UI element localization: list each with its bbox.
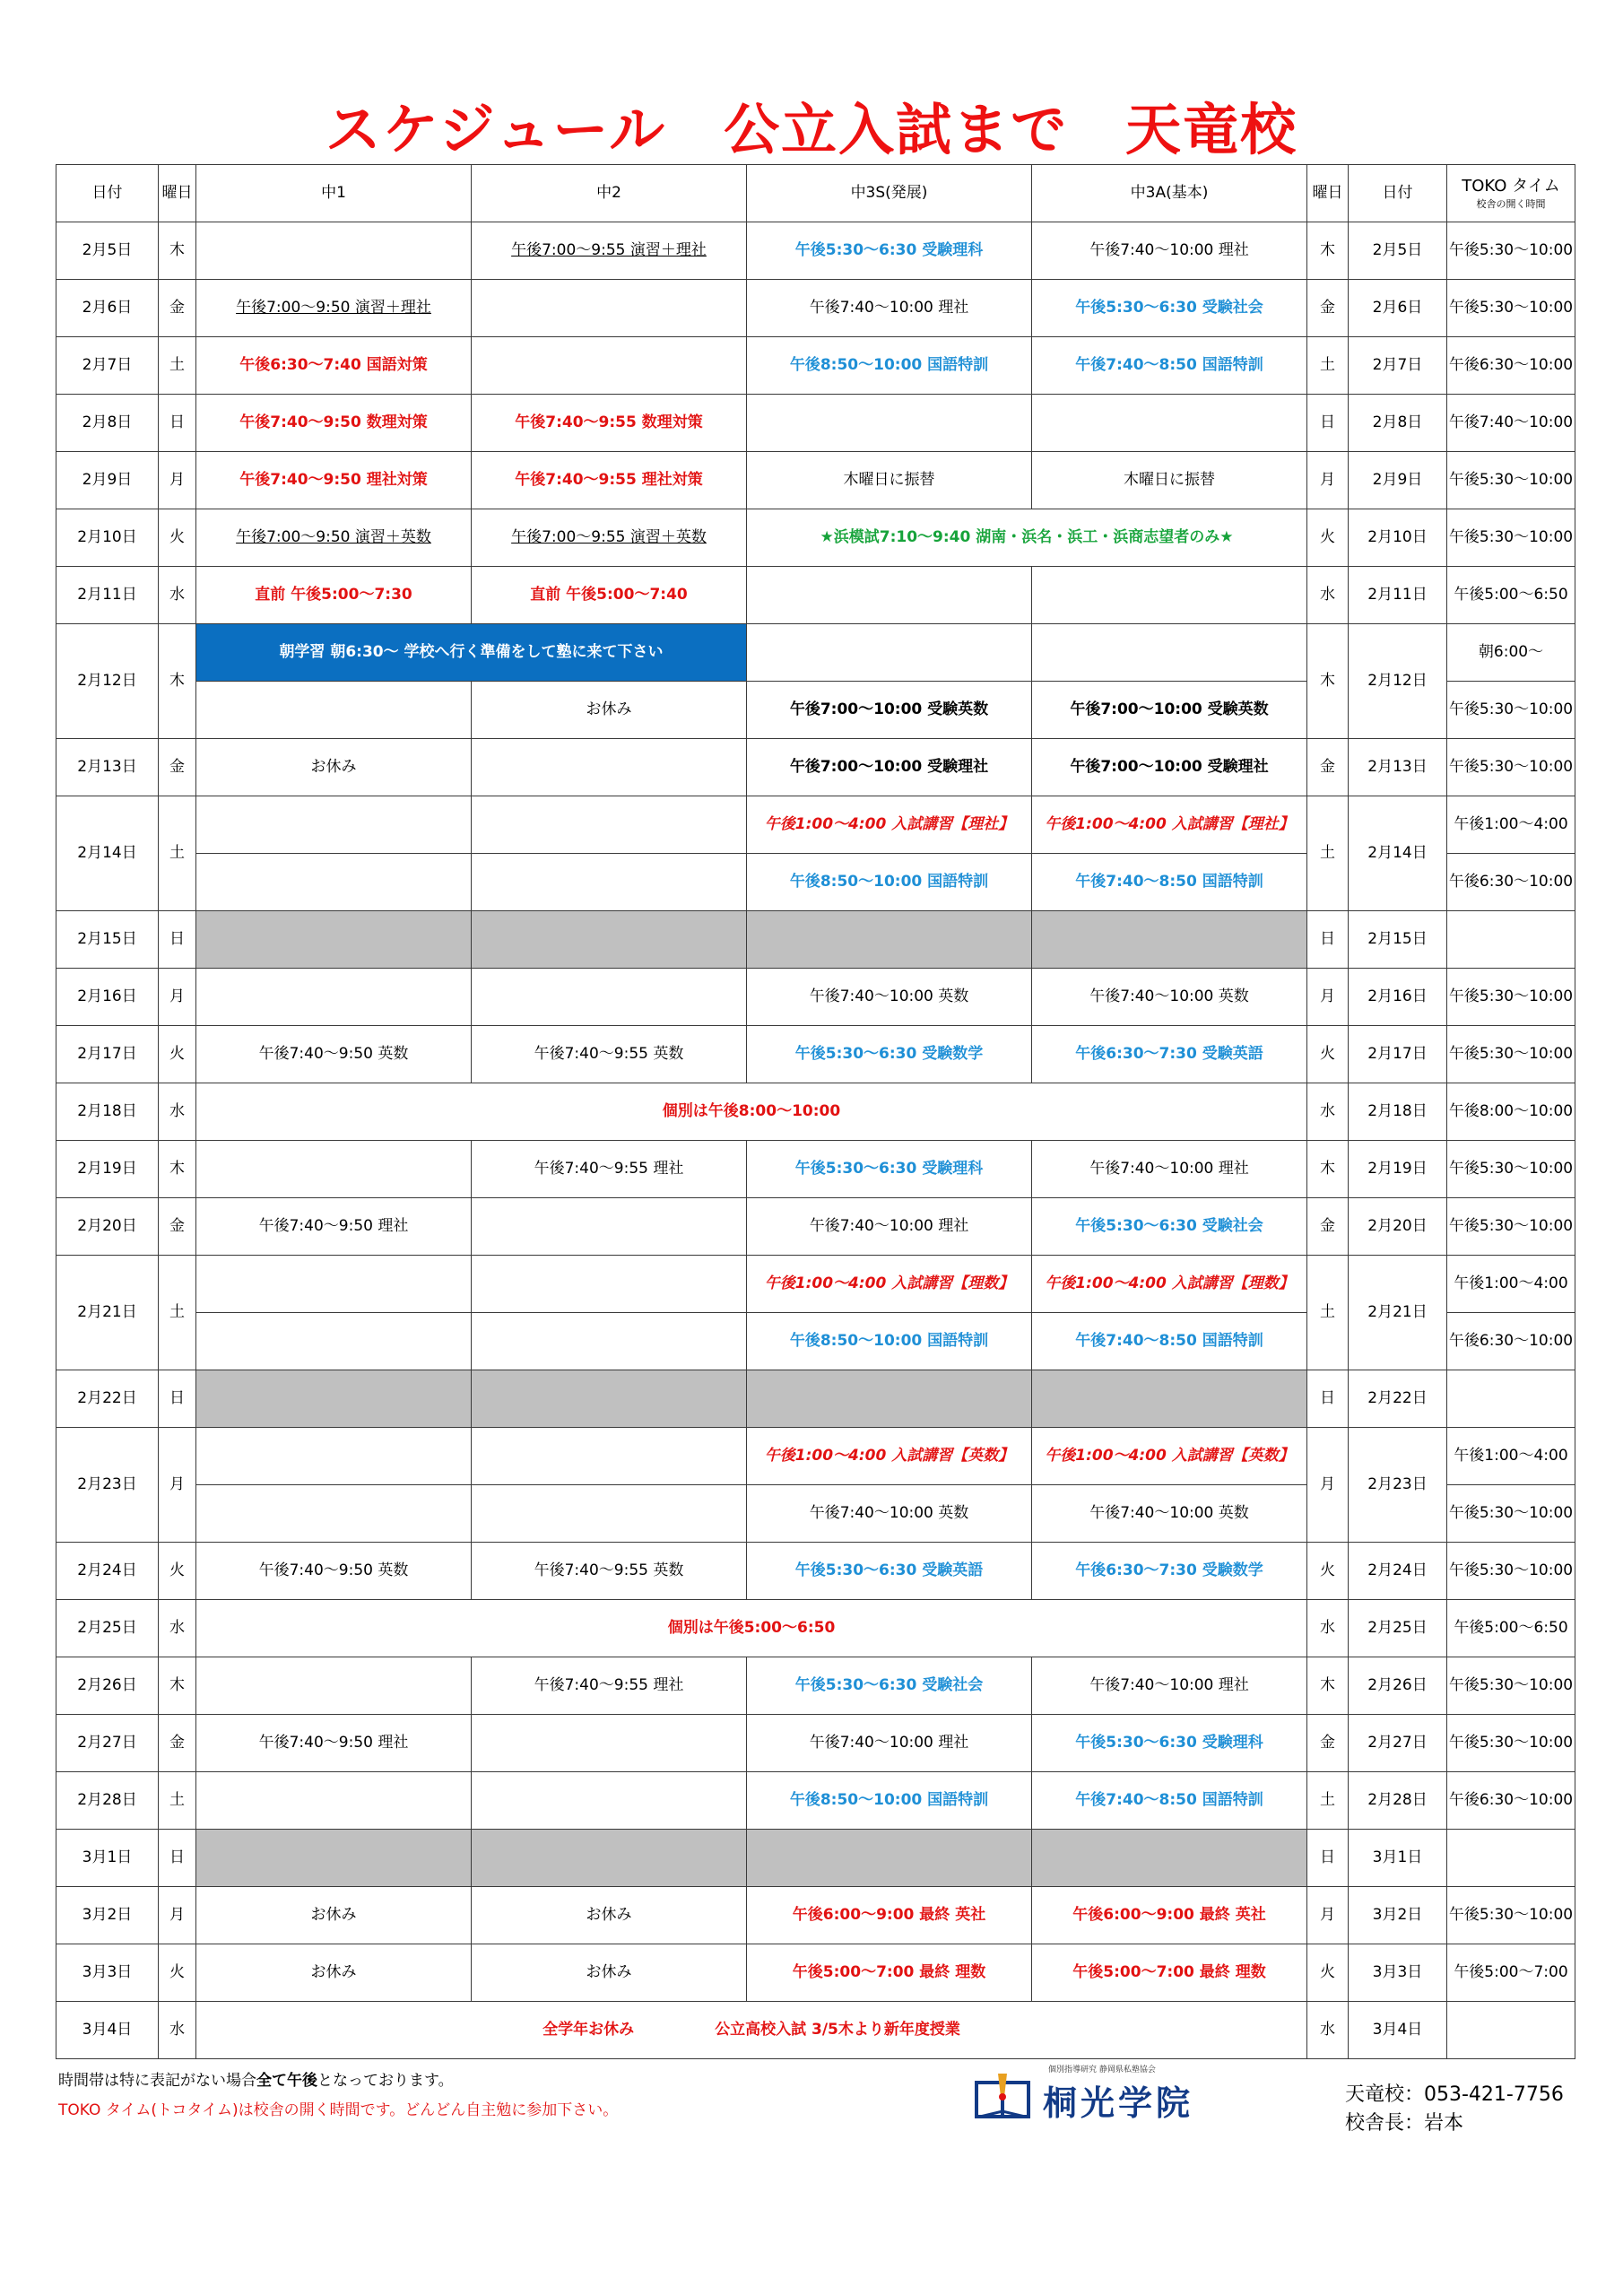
cell-c1: 午後7:40～9:50 理社 xyxy=(196,1715,472,1772)
cell-c2 xyxy=(472,1198,747,1256)
header-c3a: 中3A(基本) xyxy=(1032,165,1307,222)
header-date2: 日付 xyxy=(1349,165,1447,222)
cell-c2 xyxy=(472,1772,747,1830)
cell-c3s: 午後8:50～10:00 国語特訓 xyxy=(747,854,1032,911)
cell-c3s xyxy=(747,567,1032,624)
table-row: 2月5日 木 午後7:00～9:55 演習＋理社 午後5:30～6:30 受験理科 午後7:40～10:00 理社 木 2月5日 午後5:30～10:00 xyxy=(56,222,1575,280)
school-logo xyxy=(971,2063,1240,2126)
cell-c3a: 午後6:30～7:30 受験数学 xyxy=(1032,1543,1307,1600)
cell-c2: 午後7:40～9:55 英数 xyxy=(472,1026,747,1083)
table-row: 3月4日 水 全学年お休み 公立高校入試 3/5木より新年度授業 水 3月4日 xyxy=(56,2002,1575,2059)
table-row: 午後8:50～10:00 国語特訓 午後7:40～8:50 国語特訓 午後6:30～10:00 xyxy=(56,1313,1575,1370)
cell-c1: 午後7:40～9:50 数理対策 xyxy=(196,395,472,452)
cell-c3s: 午後1:00～4:00 入試講習【理数】 xyxy=(747,1256,1032,1313)
cell-c3a: 午後5:30～6:30 受験社会 xyxy=(1032,280,1307,337)
cell-c2: 直前 午後5:00～7:40 xyxy=(472,567,747,624)
cell-c2 xyxy=(472,1715,747,1772)
cell-c3s xyxy=(747,395,1032,452)
cell-c3a: 午後1:00～4:00 入試講習【理数】 xyxy=(1032,1256,1307,1313)
cell-closed xyxy=(1032,1370,1307,1428)
cell-c1 xyxy=(196,1141,472,1198)
cell-c1: 午後6:30～7:40 国語対策 xyxy=(196,337,472,395)
cell-closed xyxy=(472,911,747,969)
cell-c3a: 午後7:40～8:50 国語特訓 xyxy=(1032,1313,1307,1370)
cell-c1: 直前 午後5:00～7:30 xyxy=(196,567,472,624)
cell-c2: 午後7:40～9:55 理社 xyxy=(472,1657,747,1715)
cell-c2 xyxy=(472,854,747,911)
schedule-table xyxy=(56,164,1575,2059)
manager: 校舎長：岩本 xyxy=(1345,2112,1464,2135)
note-pm: 時間帯は特に表記がない場合全て午後となっております。 xyxy=(58,2072,454,2090)
cell-c3s: 午後8:50～10:00 国語特訓 xyxy=(747,1772,1032,1830)
cell-c1: お休み xyxy=(196,1887,472,1944)
cell-c3a: 午後7:00～10:00 受験理社 xyxy=(1032,739,1307,796)
cell-c3s: 午後5:30～6:30 受験数学 xyxy=(747,1026,1032,1083)
cell-c3a: 午後7:40～10:00 英数 xyxy=(1032,969,1307,1026)
cell-closed xyxy=(747,1370,1032,1428)
cell-closed xyxy=(472,1370,747,1428)
table-row: 2月26日 木 午後7:40～9:55 理社 午後5:30～6:30 受験社会 午後7:40～10:00 理社 木 2月26日 午後5:30～10:00 xyxy=(56,1657,1575,1715)
cell-closed xyxy=(196,911,472,969)
cell-c3a xyxy=(1032,567,1307,624)
cell-c3s xyxy=(747,624,1032,682)
cell-c3s: 午後5:30～6:30 受験英語 xyxy=(747,1543,1032,1600)
table-row: 3月1日 日 日 3月1日 xyxy=(56,1830,1575,1887)
cell-c1 xyxy=(196,682,472,739)
cell-c3-span: ★浜模試7:10～9:40 湖南・浜名・浜工・浜商志望者のみ★ xyxy=(747,509,1307,567)
table-row: 2月14日 土 午後1:00～4:00 入試講習【理社】 午後1:00～4:00 入試講習【理社】 土 2月14日 午後1:00～4:00 xyxy=(56,796,1575,854)
table-row: 2月16日 月 午後7:40～10:00 英数 午後7:40～10:00 英数 月 2月16日 午後5:30～10:00 xyxy=(56,969,1575,1026)
table-row: 2月12日 木 朝学習 朝6:30～ 学校へ行く準備をして塾に来て下さい 木 2月12日 朝6:00～ xyxy=(56,624,1575,682)
cell-c2 xyxy=(472,1256,747,1313)
cell-c3s: 午後8:50～10:00 国語特訓 xyxy=(747,1313,1032,1370)
cell-c2 xyxy=(472,796,747,854)
page-title: スケジュール 公立入試まで 天竜校 xyxy=(325,97,1298,162)
header-toko: TOKO タイム 校舎の開く時間 xyxy=(1447,165,1575,222)
cell-c1 xyxy=(196,1428,472,1485)
cell-c1: 午後7:40～9:50 英数 xyxy=(196,1543,472,1600)
cell-closed xyxy=(196,1830,472,1887)
cell-c1 xyxy=(196,1313,472,1370)
cell-closed xyxy=(472,1830,747,1887)
morning-study-banner: 朝学習 朝6:30～ 学校へ行く準備をして塾に来て下さい xyxy=(196,624,747,682)
table-row: 2月15日 日 日 2月15日 xyxy=(56,911,1575,969)
cell-c3s: 午後7:00～10:00 受験理社 xyxy=(747,739,1032,796)
cell-c3a: 午後7:40～10:00 理社 xyxy=(1032,222,1307,280)
phone: 天竜校：053-421-7756 xyxy=(1345,2083,1564,2106)
table-row: 3月3日 火 お休み お休み 午後5:00～7:00 最終 理数 午後5:00～7:00 最終 理数 火 3月3日 午後5:00～7:00 xyxy=(56,1944,1575,2002)
cell-c2: 午後7:40～9:55 理社対策 xyxy=(472,452,747,509)
cell-c1 xyxy=(196,1256,472,1313)
cell-c3a: 午後6:00～9:00 最終 英社 xyxy=(1032,1887,1307,1944)
cell-c3s: 午後7:40～10:00 理社 xyxy=(747,1198,1032,1256)
cell-c1 xyxy=(196,969,472,1026)
cell-c1 xyxy=(196,222,472,280)
header-c1: 中1 xyxy=(196,165,472,222)
cell-c3s: 午後5:30～6:30 受験社会 xyxy=(747,1657,1032,1715)
table-row: 2月24日 火 午後7:40～9:50 英数 午後7:40～9:55 英数 午後5:30～6:30 受験英語 午後6:30～7:30 受験数学 火 2月24日 午後5:30～10:00 xyxy=(56,1543,1575,1600)
cell-c3s: 午後1:00～4:00 入試講習【英数】 xyxy=(747,1428,1032,1485)
table-row: 2月13日 金 お休み 午後7:00～10:00 受験理社 午後7:00～10:00 受験理社 金 2月13日 午後5:30～10:00 xyxy=(56,739,1575,796)
cell-c2: 午後7:00～9:55 演習＋英数 xyxy=(472,509,747,567)
table-row: 2月9日 月 午後7:40～9:50 理社対策 午後7:40～9:55 理社対策 木曜日に振替 木曜日に振替 月 2月9日 午後5:30～10:00 xyxy=(56,452,1575,509)
header-dow2: 曜日 xyxy=(1307,165,1349,222)
cell-span-all: 全学年お休み 公立高校入試 3/5木より新年度授業 xyxy=(196,2002,1307,2059)
book-logo-icon xyxy=(971,2070,1034,2124)
table-row: 2月19日 木 午後7:40～9:55 理社 午後5:30～6:30 受験理科 午後7:40～10:00 理社 木 2月19日 午後5:30～10:00 xyxy=(56,1141,1575,1198)
table-row: 3月2日 月 お休み お休み 午後6:00～9:00 最終 英社 午後6:00～9:00 最終 英社 月 3月2日 午後5:30～10:00 xyxy=(56,1887,1575,1944)
table-row: 2月21日 土 午後1:00～4:00 入試講習【理数】 午後1:00～4:00 入試講習【理数】 土 2月21日 午後1:00～4:00 xyxy=(56,1256,1575,1313)
cell-c3a: 午後1:00～4:00 入試講習【英数】 xyxy=(1032,1428,1307,1485)
cell-c2 xyxy=(472,739,747,796)
cell-c3a: 午後7:00～10:00 受験英数 xyxy=(1032,682,1307,739)
cell-c2: 午後7:40～9:55 英数 xyxy=(472,1543,747,1600)
cell-c3s: 午後7:00～10:00 受験英数 xyxy=(747,682,1032,739)
cell-c2 xyxy=(472,1428,747,1485)
cell-c1 xyxy=(196,1485,472,1543)
cell-closed xyxy=(1032,911,1307,969)
cell-c3s: 午後7:40～10:00 英数 xyxy=(747,1485,1032,1543)
cell-c3s: 午後7:40～10:00 英数 xyxy=(747,969,1032,1026)
table-row: 2月18日 水 個別は午後8:00～10:00 水 2月18日 午後8:00～10:00 xyxy=(56,1083,1575,1141)
cell-c2 xyxy=(472,1313,747,1370)
cell-c1: お休み xyxy=(196,1944,472,2002)
cell-c2: お休み xyxy=(472,1887,747,1944)
cell-c1: 午後7:40～9:50 理社対策 xyxy=(196,452,472,509)
cell-c2: お休み xyxy=(472,682,747,739)
cell-c1 xyxy=(196,854,472,911)
table-row: 2月8日 日 午後7:40～9:50 数理対策 午後7:40～9:55 数理対策 日 2月8日 午後7:40～10:00 xyxy=(56,395,1575,452)
cell-span-all: 個別は午後5:00～6:50 xyxy=(196,1600,1307,1657)
cell-c3s: 午後5:30～6:30 受験理科 xyxy=(747,222,1032,280)
table-row: 午後7:40～10:00 英数 午後7:40～10:00 英数 午後5:30～10:00 xyxy=(56,1485,1575,1543)
cell-c3a: 午後7:40～8:50 国語特訓 xyxy=(1032,1772,1307,1830)
cell-c1 xyxy=(196,796,472,854)
cell-closed xyxy=(1032,1830,1307,1887)
cell-c2: お休み xyxy=(472,1944,747,2002)
cell-c2 xyxy=(472,1485,747,1543)
cell-c3s: 午後5:00～7:00 最終 理数 xyxy=(747,1944,1032,2002)
table-row: 2月23日 月 午後1:00～4:00 入試講習【英数】 午後1:00～4:00 入試講習【英数】 月 2月23日 午後1:00～4:00 xyxy=(56,1428,1575,1485)
cell-c3s: 木曜日に振替 xyxy=(747,452,1032,509)
cell-c3a: 午後5:30～6:30 受験理科 xyxy=(1032,1715,1307,1772)
header-row xyxy=(56,165,1575,222)
cell-c3a: 午後7:40～8:50 国語特訓 xyxy=(1032,854,1307,911)
cell-c1: 午後7:40～9:50 理社 xyxy=(196,1198,472,1256)
table-row: 午後8:50～10:00 国語特訓 午後7:40～8:50 国語特訓 午後6:30～10:00 xyxy=(56,854,1575,911)
cell-c3a: 午後6:30～7:30 受験英語 xyxy=(1032,1026,1307,1083)
cell-c3a: 午後7:40～10:00 英数 xyxy=(1032,1485,1307,1543)
table-row: 2月20日 金 午後7:40～9:50 理社 午後7:40～10:00 理社 午後5:30～6:30 受験社会 金 2月20日 午後5:30～10:00 xyxy=(56,1198,1575,1256)
table-row: 2月17日 火 午後7:40～9:50 英数 午後7:40～9:55 英数 午後5:30～6:30 受験数学 午後6:30～7:30 受験英語 火 2月17日 午後5:30～10:00 xyxy=(56,1026,1575,1083)
cell-c1: お休み xyxy=(196,739,472,796)
cell-c3s: 午後7:40～10:00 理社 xyxy=(747,280,1032,337)
table-row: お休み 午後7:00～10:00 受験英数 午後7:00～10:00 受験英数 午後5:30～10:00 xyxy=(56,682,1575,739)
table-row: 2月11日 水 直前 午後5:00～7:30 直前 午後5:00～7:40 水 2月11日 午後5:00～6:50 xyxy=(56,567,1575,624)
cell-c2 xyxy=(472,337,747,395)
cell-c3s: 午後1:00～4:00 入試講習【理社】 xyxy=(747,796,1032,854)
contact-info xyxy=(1345,2081,1564,2138)
table-row: 2月22日 日 日 2月22日 xyxy=(56,1370,1575,1428)
table-row: 2月10日 火 午後7:00～9:50 演習＋英数 午後7:00～9:55 演習＋英数 ★浜模試7:10～9:40 湖南・浜名・浜工・浜商志望者のみ★ 火 2月10日 午後5:30～10:00 xyxy=(56,509,1575,567)
cell-c3s: 午後5:30～6:30 受験理科 xyxy=(747,1141,1032,1198)
cell-c2: 午後7:40～9:55 理社 xyxy=(472,1141,747,1198)
table-row: 2月25日 水 個別は午後5:00～6:50 水 2月25日 午後5:00～6:50 xyxy=(56,1600,1575,1657)
header-dow: 曜日 xyxy=(159,165,196,222)
cell-c3a: 木曜日に振替 xyxy=(1032,452,1307,509)
cell-c3a: 午後7:40～10:00 理社 xyxy=(1032,1141,1307,1198)
table-row: 2月7日 土 午後6:30～7:40 国語対策 午後8:50～10:00 国語特訓 午後7:40～8:50 国語特訓 土 2月7日 午後6:30～10:00 xyxy=(56,337,1575,395)
header-c2: 中2 xyxy=(472,165,747,222)
cell-c3a xyxy=(1032,395,1307,452)
cell-closed xyxy=(747,911,1032,969)
header-date: 日付 xyxy=(56,165,159,222)
cell-closed xyxy=(747,1830,1032,1887)
cell-c1: 午後7:00～9:50 演習＋英数 xyxy=(196,509,472,567)
cell-c1 xyxy=(196,1657,472,1715)
cell-c2: 午後7:40～9:55 数理対策 xyxy=(472,395,747,452)
cell-c3a: 午後5:30～6:30 受験社会 xyxy=(1032,1198,1307,1256)
cell-c3a: 午後7:40～8:50 国語特訓 xyxy=(1032,337,1307,395)
header-c3s: 中3S(発展) xyxy=(747,165,1032,222)
table-row: 2月6日 金 午後7:00～9:50 演習＋理社 午後7:40～10:00 理社 午後5:30～6:30 受験社会 金 2月6日 午後5:30～10:00 xyxy=(56,280,1575,337)
logo-name: 桐光学院 xyxy=(1043,2083,1194,2123)
cell-closed xyxy=(196,1370,472,1428)
table-row: 2月27日 金 午後7:40～9:50 理社 午後7:40～10:00 理社 午後5:30～6:30 受験理科 金 2月27日 午後5:30～10:00 xyxy=(56,1715,1575,1772)
table-row: 2月28日 土 午後8:50～10:00 国語特訓 午後7:40～8:50 国語特訓 土 2月28日 午後6:30～10:00 xyxy=(56,1772,1575,1830)
cell-c3s: 午後8:50～10:00 国語特訓 xyxy=(747,337,1032,395)
logo-caption: 個別指導研究 静岡県私塾協会 xyxy=(1048,2066,1156,2074)
cell-c3s: 午後7:40～10:00 理社 xyxy=(747,1715,1032,1772)
cell-c1: 午後7:40～9:50 英数 xyxy=(196,1026,472,1083)
cell-c1: 午後7:00～9:50 演習＋理社 xyxy=(196,280,472,337)
cell-c1 xyxy=(196,1772,472,1830)
cell-c3a: 午後1:00～4:00 入試講習【理社】 xyxy=(1032,796,1307,854)
cell-c2 xyxy=(472,280,747,337)
cell-c3a xyxy=(1032,624,1307,682)
cell-c2: 午後7:00～9:55 演習＋理社 xyxy=(472,222,747,280)
cell-span-all: 個別は午後8:00～10:00 xyxy=(196,1083,1307,1141)
cell-c3a: 午後5:00～7:00 最終 理数 xyxy=(1032,1944,1307,2002)
note-toko: TOKO タイム(トコタイム)は校舎の開く時間です。どんどん自主勉に参加下さい。 xyxy=(58,2101,619,2119)
cell-c3a: 午後7:40～10:00 理社 xyxy=(1032,1657,1307,1715)
cell-c3s: 午後6:00～9:00 最終 英社 xyxy=(747,1887,1032,1944)
cell-c2 xyxy=(472,969,747,1026)
